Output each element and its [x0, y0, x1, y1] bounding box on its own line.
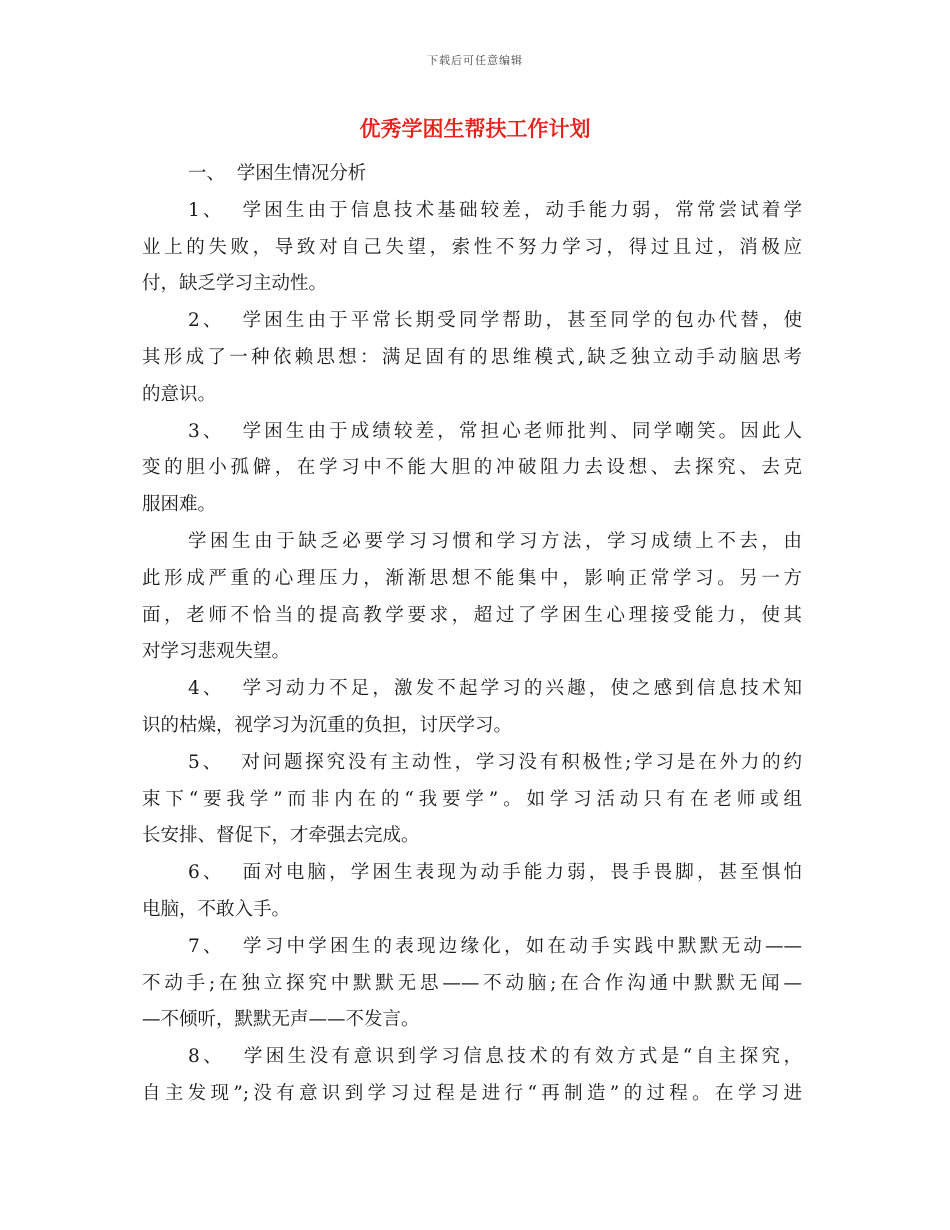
text-line: 业上的失败，导致对自己失望，索性不努力学习，得过且过，消极应: [142, 236, 802, 258]
text-line: 对学习悲观失望。: [142, 641, 291, 663]
page-header: 下载后可任意编辑: [427, 54, 523, 67]
text-line: 服困难。: [142, 494, 217, 516]
text-line: 自主发现”;没有意识到学习过程是进行“再制造”的过程。在学习进: [142, 1082, 802, 1104]
text-line: 不动手;在独立探究中默默无思——不动脑;在合作沟通中默默无闻—: [142, 972, 802, 994]
text-line: 5、 对问题探究没有主动性，学习没有积极性;学习是在外力的约: [188, 751, 802, 773]
text-line: 电脑，不敢入手。: [142, 898, 291, 920]
text-line: 8、 学困生没有意识到学习信息技术的有效方式是“自主探究，: [188, 1046, 802, 1068]
text-line: 2、 学困生由于平常长期受同学帮助，甚至同学的包办代替，使: [188, 310, 802, 332]
text-line: 1、 学困生由于信息技术基础较差，动手能力弱，常常尝试着学: [188, 199, 802, 221]
text-line: 其形成了一种依赖思想：满足固有的思维模式,缺乏独立动手动脑思考: [142, 346, 802, 368]
document-body: [142, 156, 802, 1113]
text-line: —不倾听，默默无声——不发言。: [142, 1009, 420, 1031]
text-line: 的意识。: [142, 383, 217, 405]
text-line: 4、 学习动力不足，激发不起学习的兴趣，使之感到信息技术知: [188, 678, 802, 700]
text-line: 此形成严重的心理压力，渐渐思想不能集中，影响正常学习。另一方: [142, 567, 802, 589]
text-line: 长安排、督促下，才牵强去完成。: [142, 825, 420, 847]
document-title: 优秀学困生帮扶工作计划: [359, 117, 591, 141]
text-line: 付，缺乏学习主动性。: [142, 273, 328, 295]
text-line: 变的胆小孤僻，在学习中不能大胆的冲破阻力去设想、去探究、去克: [142, 457, 802, 479]
text-line: 7、 学习中学困生的表现边缘化，如在动手实践中默默无动——: [188, 935, 802, 957]
text-line: 识的枯燥，视学习为沉重的负担，讨厌学习。: [142, 714, 513, 736]
text-line: 一、 学困生情况分析: [188, 163, 367, 184]
text-line: 面，老师不恰当的提高教学要求，超过了学困生心理接受能力，使其: [142, 604, 802, 626]
text-line: 3、 学困生由于成绩较差，常担心老师批判、同学嘲笑。因此人: [188, 420, 802, 442]
text-line: 学困生由于缺乏必要学习习惯和学习方法，学习成绩上不去，由: [188, 530, 802, 552]
text-line: 6、 面对电脑，学困生表现为动手能力弱，畏手畏脚，甚至惧怕: [188, 862, 802, 884]
text-line: 束下“要我学”而非内在的“我要学”。如学习活动只有在老师或组: [142, 788, 802, 810]
